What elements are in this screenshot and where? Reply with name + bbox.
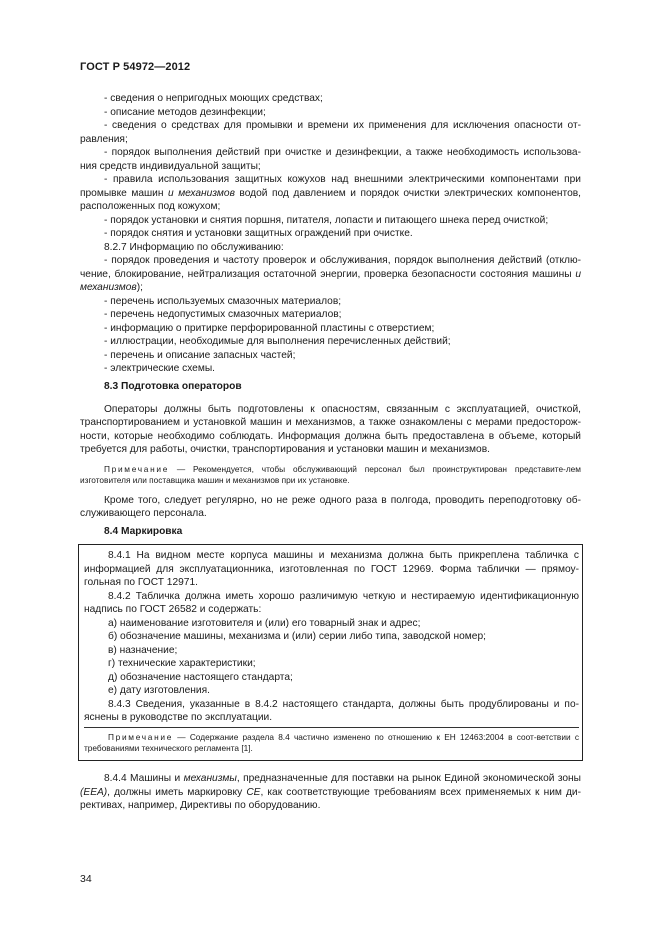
note (80, 464, 581, 486)
note-text: — Содержание раздела 8.4 частично изменено по отношению к ЕН 12463:2004 в соот-ветствии с требованиями технического регламента [1]. (84, 732, 579, 753)
paragraph: Кроме того, следует регулярно, но не реже одного раза в полгода, проводить переподготовку об-служивающего персонала. (80, 494, 581, 519)
paragraph: Операторы должны быть подготовлены к опасностям, связанным с эксплуатацией, очисткой, транспортированием и установкой машин и механизмов, а также ознакомлены с мерами предосторож-ности, которые необходимо соблюдать. Информация должна быть предоставлена в объеме, который требуется для работы, очистки, транспортирования и установки машин и механизмов. (80, 403, 581, 455)
amended-text-frame (78, 544, 583, 761)
list-item: а) наименование изготовителя и (или) его товарный знак и адрес; (108, 617, 421, 629)
list-item: д) обозначение настоящего стандарта; (108, 671, 293, 683)
section-8-3 (80, 380, 581, 521)
list-item (80, 254, 581, 295)
section-heading: 8.3 Подготовка операторов (104, 381, 242, 392)
list-item: - иллюстрации, необходимые для выполнения перечисленных действий; (104, 336, 451, 347)
italic-text: (ЕЕА) (80, 786, 108, 798)
list-item: г) технические характеристики; (108, 658, 256, 669)
text-run: - правила использования защитных кожухов над внешними электрическими компонентами при промывке машин (80, 174, 581, 199)
list-item: - сведения о непригодных моющих средствах; (104, 93, 323, 104)
note-text: — Рекомендуется, чтобы обслуживающий персонал был проинструктирован представите-лем изготовителя или поставщика машин и механизмов при их установке. (80, 463, 581, 485)
frame-note-wrap (84, 732, 579, 754)
list-item: е) дату изготовления. (108, 685, 210, 696)
list-item: - перечень используемых смазочных материалов; (104, 295, 342, 307)
list-item: - сведения о средствах для промывки и времени их применения для исключения опасности от-равления; (80, 120, 581, 145)
paragraph (80, 772, 581, 813)
italic-text: и механизмов (80, 268, 581, 293)
list-item: б) обозначение машины, механизма и (или) серии либо типа, заводской номер; (108, 631, 486, 642)
text-run: , предназначенные для поставки на рынок Единой экономической зоны (236, 773, 581, 784)
clause-8-4-4 (80, 772, 581, 813)
list-item: - информацию о притирке перфорированной пластины с отверстием; (104, 322, 435, 334)
clause-8-4-3: 8.4.3 Сведения, указанные в 8.4.2 настоящего стандарта, должны быть продублированы и по-яснены в руководстве по эксплуатации. (84, 698, 579, 723)
text-run: , должны иметь маркировку (107, 786, 247, 798)
italic-text: и механизмов (168, 187, 235, 199)
list-item (80, 173, 581, 214)
note (84, 732, 579, 754)
page-number: 34 (80, 873, 92, 885)
text-run: - порядок проведения и частоту проверок и обслуживания, порядок выполнения действий (отклю-чение, блокирование, нейтрализация остаточной энергии, проверка безопасности состояния машины (80, 255, 581, 280)
section-8-4-heading-wrap (80, 525, 581, 539)
document-header: ГОСТ Р 54972—2012 (80, 61, 191, 73)
clause-8-4-2: 8.4.2 Табличка должна иметь хорошо различимую четкую и нестираемую идентификационную надпись по ГОСТ 26582 и содержать: (84, 590, 579, 615)
frame-divider (84, 727, 579, 728)
list-item: - перечень недопустимых смазочных материалов; (104, 309, 342, 320)
list-item: - порядок выполнения действий при очистке и дезинфекции, а также необходимость использова-ния средств индивидуальной защиты; (80, 147, 581, 172)
frame-content (84, 549, 579, 725)
text-run: 8.4.4 Машины и (104, 773, 184, 784)
note-label: Примечание (108, 732, 174, 742)
list-item: - порядок установки и снятия поршня, питателя, лопасти и питающего шнека перед очисткой; (104, 214, 549, 226)
list-item: - электрические схемы. (104, 363, 216, 374)
clause-8-4-1: 8.4.1 На видном месте корпуса машины и механизма должна быть прикреплена табличка с информацией для эксплуатационника, изготовленная по ГОСТ 12969. Форма таблички — прямоу-гольная по ГОСТ 12971. (84, 550, 579, 588)
list-item: - перечень и описание запасных частей; (104, 349, 296, 361)
note-label: Примечание (104, 463, 170, 474)
clause-8-2-7: 8.2.7 Информацию по обслуживанию: (104, 241, 284, 253)
maintenance-info-block (80, 92, 581, 376)
list-item: в) назначение; (108, 644, 178, 656)
text-run: , как соответствующие требованиям всех применяемых к ним ди-рективах, например, Директивы по оборудованию. (80, 786, 582, 811)
text-run: водой под давлением и порядок очистки электрических компонентов, расположенных под кожухом; (80, 187, 581, 212)
italic-text: СЕ (246, 786, 261, 798)
list-item: - описание методов дезинфекции; (104, 106, 266, 118)
text-run: ); (136, 282, 143, 293)
italic-text: механизмы (183, 773, 237, 784)
list-item: - порядок снятия и установки защитных ограждений при очистке. (104, 228, 413, 239)
section-heading: 8.4 Маркировка (104, 526, 183, 537)
